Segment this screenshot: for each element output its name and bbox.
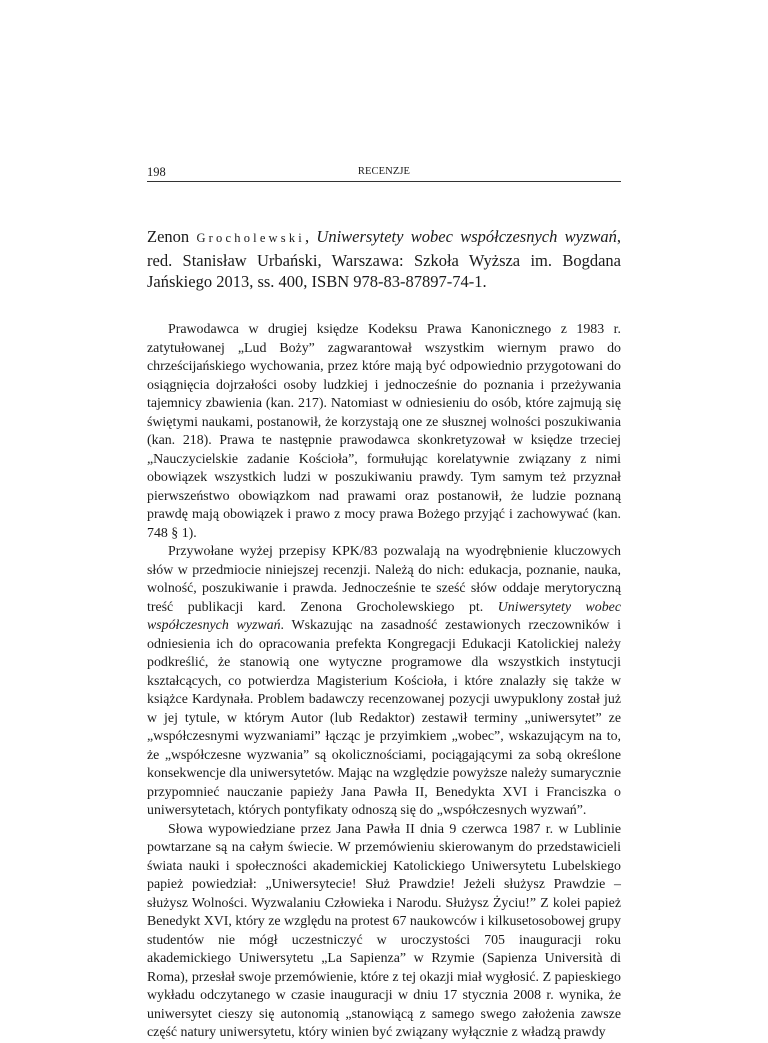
page-number: 198 — [147, 165, 166, 179]
paragraph-3: Słowa wypowiedziane przez Jana Pawła II dnia 9 czerwca 1987 r. w Lublinie powtarzane są na całym świecie. W przemówieniu skierowanym do przedstawicieli świata nauki i społeczności akademickiej Katolickiego Uniwersytetu Lubelskiego papież powiedział: „Uniwersytecie! Służ Prawdzie! Jeżeli służysz Prawdzie – służysz Wolności. Wyzwalaniu Człowieka i Narodu. Służysz Życiu!” Z kolei papież Benedykt XVI, który ze względu na protest 67 naukowców i kilkusetosobowej grupy studentów nie mógł uczestniczyć w uroczystości 705 inauguracji roku akademickiego Uniwersytetu „La Sapienza” w Rzymie (Sapienza Università di Roma), przesłał swoje przemówienie, które z tej okazji miał wygłosić. Z papieskiego wykładu odczytanego w czasie inauguracji w dniu 17 stycznia 2008 r. wynika, że uniwersytet cieszy się autonomią „stanowiącą z samego swego założenia zawsze część natury uniwersytetu, który winien być związany wyłącznie z władzą prawdy — [147, 821, 621, 1040]
paragraph-1: Prawodawca w drugiej księdze Kodeksu Prawa Kanonicznego z 1983 r. zatytułowanej „Lud Boży” zagwarantował wszystkim wiernym prawo do chrześcijańskiego wychowania, przez które mają być odpowiednio przygotowani do osiągnięcia dojrzałości osoby ludzkiej i jednocześnie do poznania i przeżywania tajemnicy zbawienia (kan. 217). Natomiast w odniesieniu do osób, które zajmują się świętymi naukami, postanowił, że korzystają one ze słusznej wolności poszukiwania (kan. 218). Prawa te następnie prawodawca skonkretyzował w księdze trzeciej „Nauczycielskie zadanie Kościoła”, formułując korelatywnie związany z nimi obowiązek wszystkich ludzi w poszukiwaniu prawdy. Tym samym też przyznał pierwszeństwo obowiązkom nad prawami oraz postanowił, że ludzie poznaną prawdę mają obowiązek i prawo z mocy prawa Bożego przyjąć i zachowywać (kan. 748 § 1). — [147, 322, 621, 541]
paragraph-2 — [147, 543, 621, 821]
header-divider — [147, 181, 621, 182]
paragraph-2-book-title: Uniwersytety wobec współczesnych wyzwań — [147, 599, 621, 633]
author-last-name: Grocholewski — [196, 231, 305, 245]
book-citation — [147, 226, 621, 293]
book-title: Uniwersytety wobec współczesnych wyzwań — [316, 227, 617, 246]
running-head: RECENZJE — [357, 166, 411, 177]
citation-details: , red. Stanisław Urbański, Warszawa: Szkoła Wyższa im. Bogdana Jańskiego 2013, ss. 400, ISBN 978-83-87897-74-1. — [147, 227, 622, 292]
paragraph-2-part-b: . Wskazując na zasadność zestawionych rzeczowników i odniesienia ich do opracowania prefekta Kongregacji Edukacji Katolickiej należy podkreślić, że stanowią one wytyczne programowe dla wszystkich instytucji kształcących, co potwierdza Magisterium Kościoła, i które znalazły się także w książce Kardynała. Problem badawczy recenzowanej pozycji uwypuklony został już w jej tytule, w którym Autor (lub Redaktor) zestawił terminy „uniwersytet” ze „współczesnymi wyzwaniami” łącząc je przyimkiem „wobec”, wskazującym na to, że „współczesne wyzwania” są okolicznościami, pociągającymi za sobą określone konsekwencje dla uniwersytetów. Mając na względzie powyższe należy sumarycznie przypomnieć nauczanie papieży Jana Pawła II, Benedykta XVI i Franciszka o uniwersytetach, których pontyfikaty odnoszą się do „współczesnych wyzwań”. — [147, 618, 622, 818]
author-first-name: Zenon — [147, 227, 190, 246]
citation-separator: , — [304, 227, 317, 246]
review-body — [147, 321, 621, 1043]
paragraph-2-part-a: Przywołane wyżej przepisy KPK/83 pozwalają na wyodrębnienie kluczowych słów w przedmiocie niniejszej recenzji. Należą do nich: edukacja, poznanie, nauka, wolność, poszukiwanie i prawda. Jednocześnie te sześć słów oddaje merytoryczną treść publikacji kard. Zenona Grocholewskiego pt. — [147, 544, 621, 615]
